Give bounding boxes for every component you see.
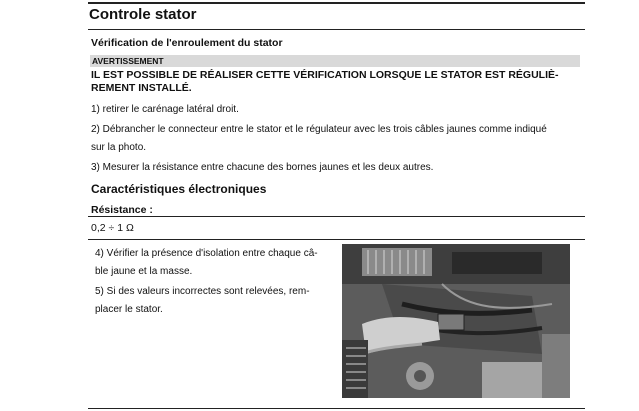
resistance-label: Résistance : bbox=[91, 204, 153, 216]
step-2-line-1: 2) Débrancher le connecteur entre le stator et le régulateur avec les trois câbles jaunes comme indiqué bbox=[91, 124, 547, 135]
step-1: 1) retirer le carénage latéral droit. bbox=[91, 104, 239, 115]
bottom-rule bbox=[88, 408, 585, 409]
page-title: Controle stator bbox=[89, 6, 197, 23]
step-5-line-1: 5) Si des valeurs incorrectes sont relevées, rem- bbox=[95, 286, 310, 297]
stator-connector-photo bbox=[342, 244, 570, 398]
step-4-line-1: 4) Vérifier la présence d'isolation entre chaque câ- bbox=[95, 248, 318, 259]
step-2-line-2: sur la photo. bbox=[91, 142, 147, 153]
title-rule bbox=[88, 29, 585, 30]
warning-label: AVERTISSEMENT bbox=[90, 55, 580, 67]
spec-rule-top bbox=[88, 216, 585, 217]
photo-illustration bbox=[342, 244, 570, 398]
step-5-line-2: placer le stator. bbox=[95, 304, 163, 315]
specs-heading: Caractéristiques électroniques bbox=[91, 182, 267, 196]
warning-line-1: IL EST POSSIBLE DE RÉALISER CETTE VÉRIFICATION LORSQUE LE STATOR EST RÉGULIÈ- bbox=[91, 69, 559, 81]
top-rule bbox=[88, 2, 585, 4]
warning-line-2: REMENT INSTALLÉ. bbox=[91, 82, 192, 94]
resistance-value: 0,2 ÷ 1 Ω bbox=[91, 222, 134, 234]
section-subtitle: Vérification de l'enroulement du stator bbox=[91, 37, 283, 49]
warning-text bbox=[91, 69, 585, 95]
step-4-line-2: ble jaune et la masse. bbox=[95, 266, 193, 277]
spec-rule-bottom bbox=[88, 239, 585, 240]
step-3: 3) Mesurer la résistance entre chacune des bornes jaunes et les deux autres. bbox=[91, 162, 434, 173]
